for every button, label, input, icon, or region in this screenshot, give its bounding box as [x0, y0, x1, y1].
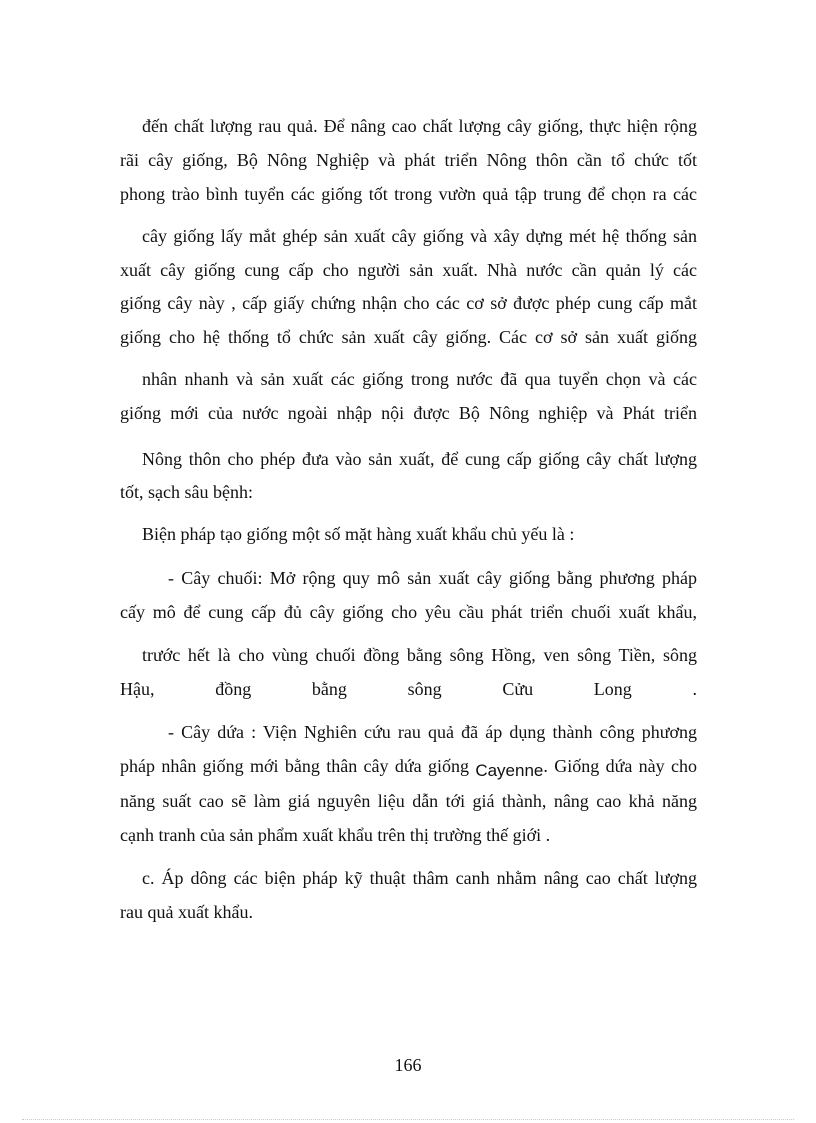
- word: Long: [593, 679, 632, 699]
- cayenne-prefix: pháp nhân giống mới bằng thân cây dứa giống: [120, 756, 476, 776]
- text-line-5: xuất cây giống cung cấp cho người sản xuất. Nhà nước cần quản lý các: [120, 260, 697, 280]
- pineapple-line-1: - Cây dứa : Viện Nghiên cứu rau quả đã áp dụng thành công phương: [168, 722, 697, 742]
- subheading-line: Biện pháp tạo giống một số mặt hàng xuất khẩu chủ yếu là :: [142, 524, 575, 544]
- text-line-8: nhân nhanh và sản xuất các giống trong nước đã qua tuyển chọn và các: [142, 369, 697, 389]
- page-number: 166: [394, 1055, 422, 1075]
- text-line-6: giống cây này , cấp giấy chứng nhận cho các cơ sở được phép cung cấp mắt: [120, 293, 697, 313]
- pineapple-line-2: [120, 755, 697, 778]
- section-c-line-2: rau quả xuất khẩu.: [120, 902, 253, 922]
- pineapple-line-4: cạnh tranh của sản phẩm xuất khẩu trên thị trường thế giới .: [120, 825, 551, 845]
- text-line-11: tốt, sạch sâu bệnh:: [120, 482, 253, 502]
- text-line-10: Nông thôn cho phép đưa vào sản xuất, để cung cấp giống cây chất lượng: [142, 449, 697, 469]
- cayenne-suffix: . Giống dứa này cho: [543, 756, 697, 776]
- banana-line-2: cấy mô để cung cấp đủ cây giống cho yêu cầu phát triển chuối xuất khẩu,: [120, 602, 697, 622]
- word: bằng: [311, 679, 347, 699]
- text-line-3: phong trào bình tuyển các giống tốt trong vườn quả tập trung để chọn ra các: [120, 184, 697, 204]
- word: đồng: [215, 679, 252, 699]
- text-line-2: rãi cây giống, Bộ Nông Nghiệp và phát triển Nông thôn cần tổ chức tốt: [120, 150, 697, 170]
- banana-line-3: trước hết là cho vùng chuối đồng bằng sông Hồng, ven sông Tiền, sông: [142, 645, 697, 665]
- banana-line-1: - Cây chuối: Mở rộng quy mô sản xuất cây giống bằng phương pháp: [168, 568, 697, 588]
- footer-divider: [22, 1119, 794, 1120]
- word: Hậu,: [120, 679, 155, 699]
- word: sông: [407, 679, 442, 699]
- text-line-7: giống cho hệ thống tổ chức sản xuất cây giống. Các cơ sở sản xuất giống: [120, 327, 697, 347]
- text-line-9: giống mới của nước ngoài nhập nội được Bộ Nông nghiệp và Phát triển: [120, 403, 697, 423]
- word: Cửu: [502, 679, 534, 699]
- cayenne-variety: Cayenne: [475, 761, 544, 780]
- banana-line-4: [120, 678, 697, 700]
- pineapple-line-3: năng suất cao sẽ làm giá nguyên liệu dẫn tới giá thành, nâng cao khả năng: [120, 791, 697, 811]
- section-c-line-1: c. Áp dông các biện pháp kỹ thuật thâm canh nhằm nâng cao chất lượng: [142, 868, 697, 888]
- text-line-4: cây giống lấy mắt ghép sản xuất cây giống và xây dựng mét hệ thống sản: [142, 226, 697, 246]
- word: .: [692, 679, 697, 699]
- text-line-1: đến chất lượng rau quả. Để nâng cao chất lượng cây giống, thực hiện rộng: [142, 116, 697, 136]
